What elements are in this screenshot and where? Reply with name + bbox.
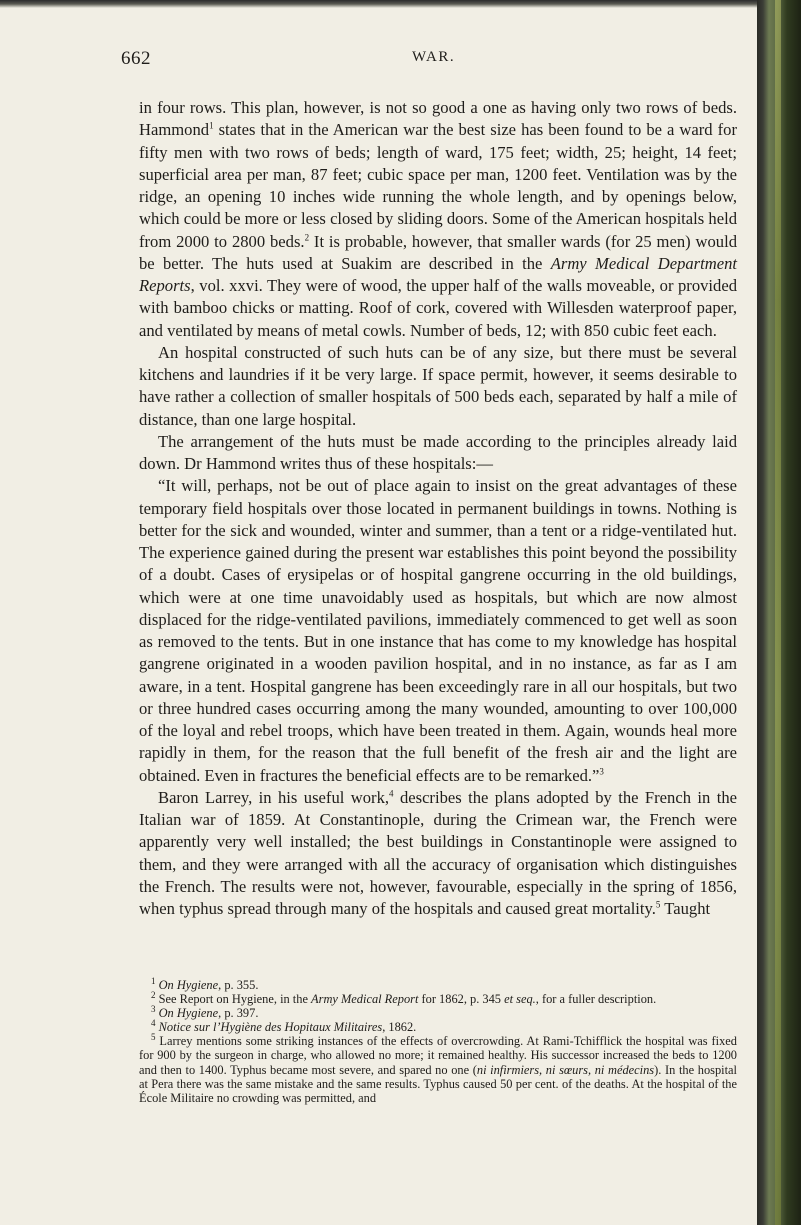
footnote-marker: 1: [209, 120, 214, 131]
footnote-marker: 2: [304, 231, 310, 242]
text-run: for 1862, p. 345: [418, 992, 505, 1007]
text-run: ). In the hospital at Pera there was the same mistake and the same results. Typhus caused 50 per cent. of the deaths. At the hospital of the École Militaire no crowding was permitted, and: [139, 1062, 737, 1105]
footnote: [139, 975, 737, 992]
text-run: , p. 397.: [218, 1006, 259, 1021]
text-run: Baron Larrey, in his useful work,: [158, 787, 390, 807]
italic-text: Army Medical Report: [311, 992, 419, 1007]
text-run: states that in the American war the best size has been found to be a ward for fifty men with two rows of beds; length of ward, 175 feet; width, 25; height, 14 feet; superficial area per man, 87 feet; cubic space per man, 1200 feet. Ventilation was by the ridge, an opening 10 inches wide running the whole length, and by openings below, which could be more or less closed by sliding doors. Some of the American hospitals held from 2000 to 2800 beds.: [139, 120, 737, 251]
text-run: Taught: [660, 899, 711, 918]
italic-text: et seq.: [504, 992, 536, 1007]
text-run: , p. 355.: [218, 978, 259, 992]
footnote-marker: 3: [599, 765, 604, 776]
text-run: describes the plans adopted by the French in the Italian war of 1859. At Constantinople, during the Crimean war, the French were apparently very well installed; the best buildings in Constantinople were assigned to them, and they were arranged with all the accuracy of organisation which distinguishes the French. The results were not, however, favourable, especially in the spring of 1856, when typhus spread through many of the hospitals and caused great mortality.: [139, 787, 738, 918]
footnote-marker: 5: [655, 899, 661, 910]
text-run: , 1862.: [382, 1020, 417, 1035]
text-run: Larrey mentions some striking instances of the effects of overcrowding. At Rami-Tchifflick the hospital was fixed for 900 by the surgeon in charge, who allowed no more; it remained healthy. His successor increased the beds to 1200 and then to 1400. Typhus became most severe, and spared no one (: [139, 1034, 737, 1077]
footnote-marker: 5: [151, 1032, 156, 1043]
footnotes: [139, 975, 737, 1105]
text-run: See Report on Hygiene, in the: [155, 992, 312, 1007]
italic-text: On Hygiene: [158, 978, 219, 992]
paragraph: [139, 97, 737, 342]
text-run: It is probable, however, that smaller wards (for 25 men) would be better. The huts used at Suakim are described in the: [139, 231, 737, 273]
footnote-marker: 1: [151, 975, 156, 986]
footnote: [139, 1034, 737, 1104]
text-run: , vol. xxvi. They were of wood, the upper half of the walls moveable, or provided with bamboo chicks or matting. Roof of cork, covered with Willesden waterproof paper, and ventilated by means of metal cowls. Number of beds, 12; with 850 cubic feet each.: [139, 276, 737, 340]
footnote: [139, 989, 737, 1007]
text-run: An hospital constructed of such huts can be of any size, but there must be several kitchens and laundries if it be very large. If space permit, however, it seems desirable to have rather a collection of smaller hospitals of 500 beds each, separated by half a mile of distance, than one large hospital.: [139, 342, 737, 429]
footnote-marker: 4: [389, 788, 394, 799]
paragraph: [139, 787, 737, 921]
footnote: [139, 1006, 737, 1020]
running-head: WAR.: [412, 49, 456, 65]
text-run: “It will, perhaps, not be out of place again to insist on the great advantages of these temporary field hospitals over those located in permanent buildings in towns. Nothing is better for the sick and wounded, winter and summer, than a tent or a ridge-ventilated hut. The experience gained during the present war establishes this point beyond the possibility of a doubt. Cases of erysipelas or of hospital gangrene occurring in the old buildings, which were at one time unavoidably used as hospitals, but which are now almost displaced for the ridge-ventilated pavilions, immediately commenced to get well as soon as removed to the tents. But in one instance that has come to my knowledge has hospital gangrene originated in a wooden pavilion hospital, and in no instance, as far as I am aware, in a tent. Hospital gangrene has been exceedingly rare in all our hospitals, but two or three hundred cases occurring among the many wounded, amounting to over 100,000 of the loyal and rebel troops, which have been treated in them. Again, wounds heal more rapidly in them, for the reason that the full benefit of the fresh air and the light are obtained. Even in fractures the beneficial effects are to be remarked.”: [139, 476, 737, 785]
italic-text: Army Medical Department Reports: [139, 253, 737, 295]
footnote-marker: 2: [151, 989, 156, 1000]
paragraph: [139, 342, 737, 431]
italic-text: ni infirmiers, ni sœurs, ni médecins: [476, 1062, 655, 1077]
italic-text: Notice sur l’Hygiène des Hopitaux Militaires: [158, 1020, 383, 1035]
text-run: , for a fuller description.: [535, 992, 657, 1007]
paragraph: [139, 475, 737, 787]
text-run: in four rows. This plan, however, is not so good a one as having only two rows of beds. Hammond: [139, 98, 737, 140]
paragraph: [139, 431, 737, 476]
italic-text: On Hygiene: [158, 1006, 219, 1021]
text-run: The arrangement of the huts must be made according to the principles already laid down. Dr Hammond writes thus of these hospitals:—: [139, 431, 737, 473]
book-spine-highlight: [775, 0, 781, 1225]
footnote: [139, 1020, 737, 1034]
body-text: [139, 97, 737, 920]
page-number: 662: [121, 48, 151, 69]
footnote-marker: 4: [151, 1018, 156, 1029]
footnote-marker: 3: [151, 1004, 156, 1015]
